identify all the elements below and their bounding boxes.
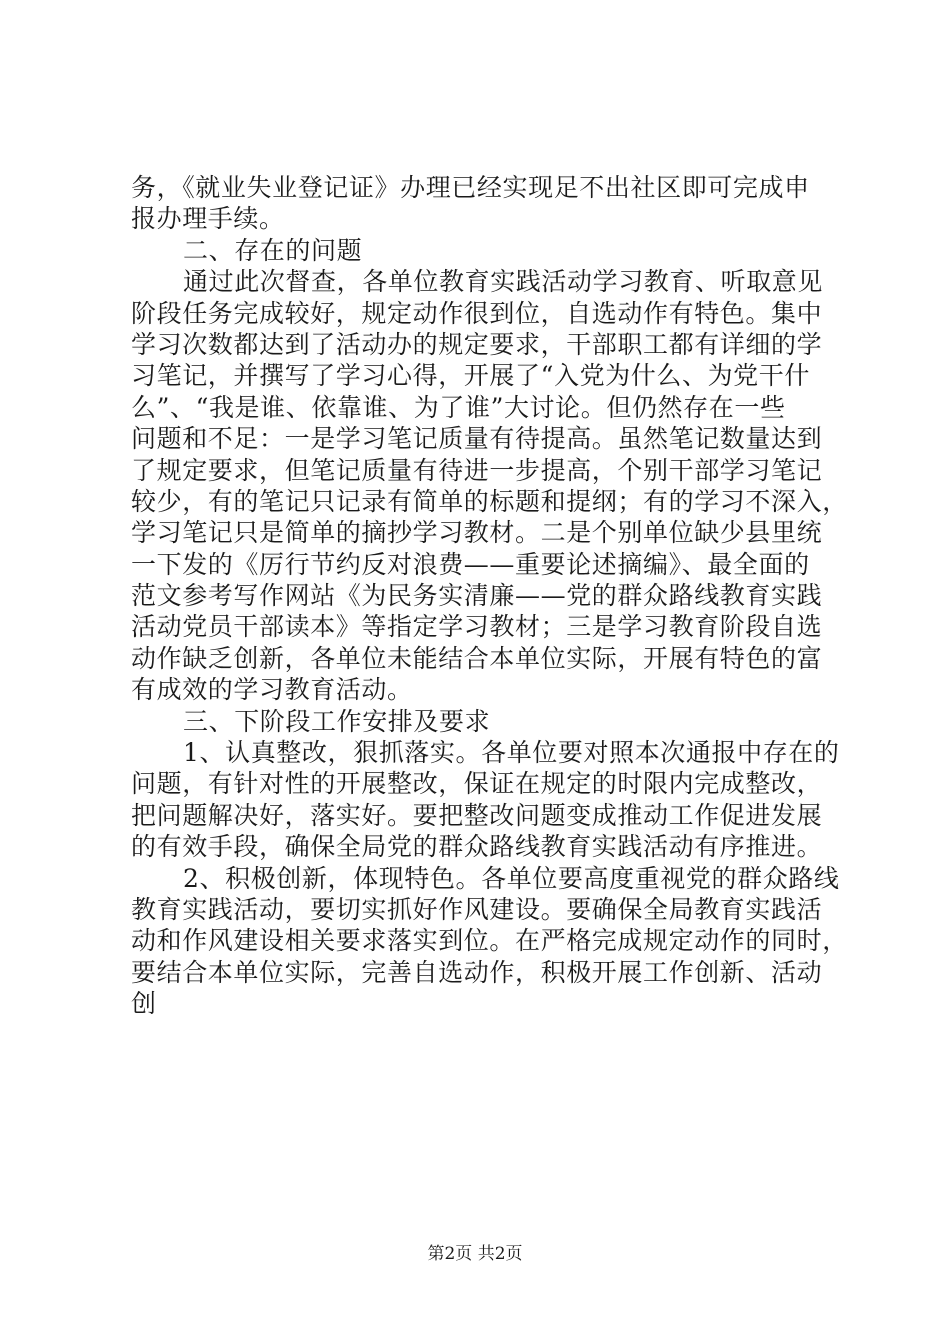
document-body (131, 172, 848, 1020)
text-line: 教育实践活动，要切实抓好作风建设。要确保全局教育实践活 (131, 894, 823, 924)
text-line: 问题，有针对性的开展整改，保证在规定的时限内完成整改， (131, 769, 823, 799)
page-footer: 第2页 共2页 (427, 1244, 523, 1264)
text-line: 有成效的学习教育活动。 (131, 675, 413, 705)
text-line: 通过此次督查，各单位教育实践活动学习教育、听取意见 (183, 267, 824, 297)
text-line: 一下发的《厉行节约反对浪费——重要论述摘编》、最全面的 (131, 549, 810, 579)
text-line: 2、积极创新，体现特色。各单位要高度重视党的群众路线 (183, 863, 840, 893)
text-line: 要结合本单位实际，完善自选动作，积极开展工作创新、活动 (131, 957, 823, 987)
text-line: 把问题解决好，落实好。要把整改问题变成推动工作促进发展 (131, 800, 823, 830)
text-line: 动作缺乏创新，各单位未能结合本单位实际，开展有特色的富 (131, 643, 823, 673)
text-line: 么”、“我是谁、依靠谁、为了谁”大讨论。但仍然存在一些 (131, 392, 786, 422)
text-line: 了规定要求，但笔记质量有待进一步提高，个别干部学习笔记 (131, 455, 823, 485)
text-line: 活动党员干部读本》等指定学习教材；三是学习教育阶段自选 (131, 612, 823, 642)
text-line: 学习笔记只是简单的摘抄学习教材。二是个别单位缺少县里统 (131, 518, 823, 548)
text-line: 问题和不足：一是学习笔记质量有待提高。虽然笔记数量达到 (131, 424, 823, 454)
text-line: 1、认真整改，狠抓落实。各单位要对照本次通报中存在的 (183, 738, 840, 768)
text-line: 三、下阶段工作安排及要求 (183, 706, 491, 736)
text-line: 阶段任务完成较好，规定动作很到位，自选动作有特色。集中 (131, 298, 823, 328)
text-line: 动和作风建设相关要求落实到位。在严格完成规定动作的同时， (131, 926, 848, 956)
text-line: 务，《就业失业登记证》办理已经实现足不出社区即可完成申 (131, 173, 810, 202)
text-line: 的有效手段，确保全局党的群众路线教育实践活动有序推进。 (131, 832, 823, 862)
text-line: 范文参考写作网站《为民务实清廉——党的群众路线教育实践 (131, 581, 823, 611)
text-line: 创 (131, 989, 157, 1019)
text-line: 二、存在的问题 (183, 235, 363, 265)
text-line: 较少，有的笔记只记录有简单的标题和提纲；有的学习不深入， (131, 486, 848, 516)
text-line: 学习次数都达到了活动办的规定要求，干部职工都有详细的学 (131, 329, 823, 359)
text-line: 习笔记，并撰写了学习心得，开展了“入党为什么、为党干什 (131, 361, 810, 391)
text-line: 报办理手续。 (131, 204, 285, 234)
